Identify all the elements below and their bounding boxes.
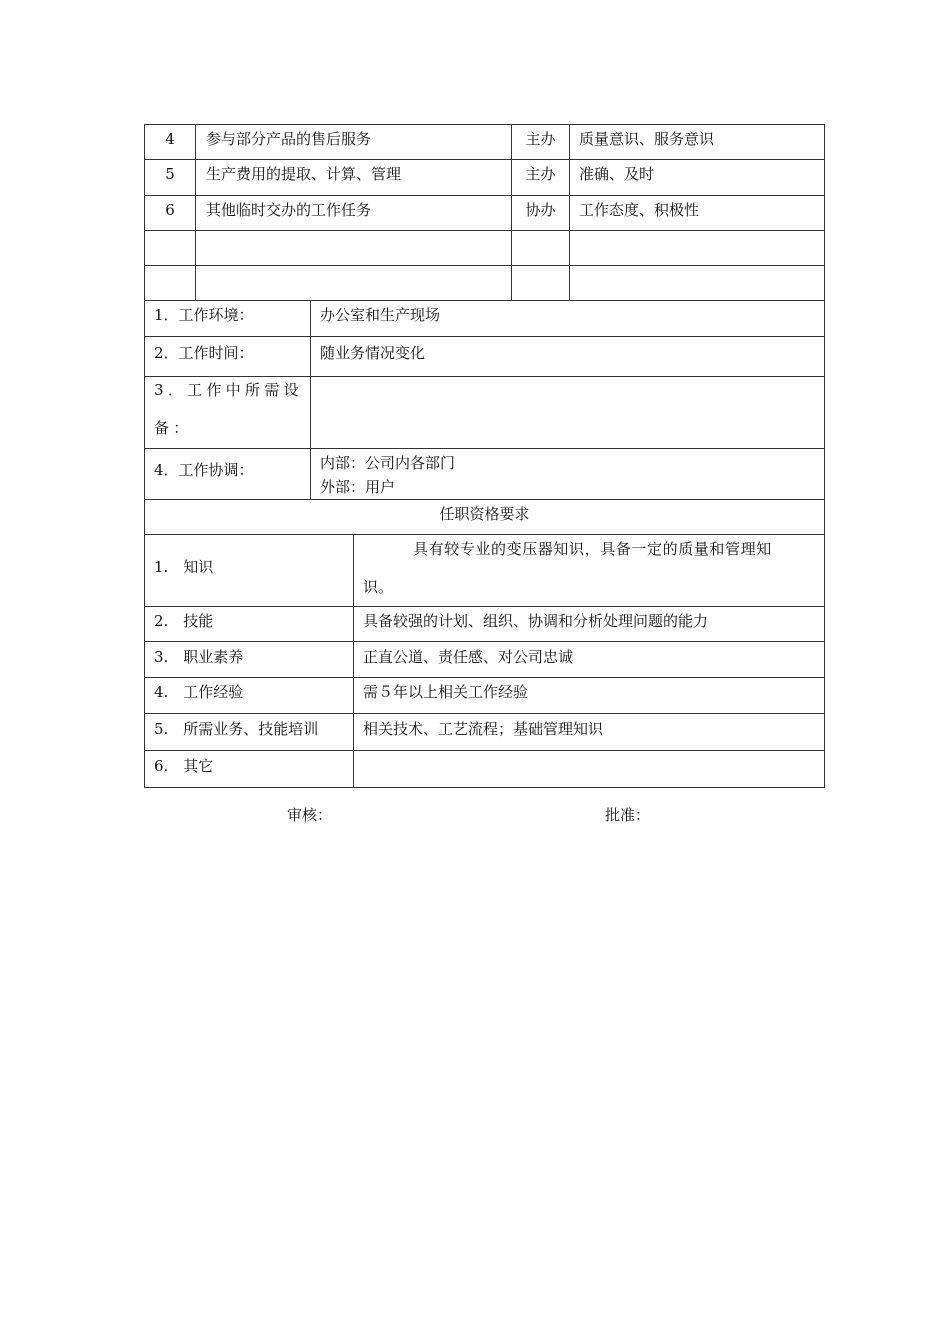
qualification-label: 2. 技能: [154, 612, 214, 630]
condition-label: 4．工作协调：: [154, 461, 254, 479]
qualification-value: 相关技术、工艺流程；基础管理知识: [363, 720, 604, 738]
approve-label: 批准：: [605, 806, 651, 824]
condition-label: 3．工作中所需设备：: [154, 381, 303, 437]
condition-label: 1．工作环境：: [154, 306, 254, 324]
qualification-value: 具备较强的计划、组织、协调和分析处理问题的能力: [363, 612, 709, 630]
qualification-value: 正直公道、责任感、对公司忠诚: [363, 648, 574, 666]
duty-role: 主办: [525, 130, 556, 148]
qualification-label: 3. 职业素养: [154, 648, 244, 666]
duty-content: 生产费用的提取、计算、管理: [206, 165, 402, 183]
duty-standard: 准确、及时: [579, 165, 655, 183]
qualification-value: 需５年以上相关工作经验: [363, 683, 529, 701]
qualification-value-line2: 识。: [363, 578, 394, 596]
duty-content: 其他临时交办的工作任务: [206, 201, 372, 219]
duty-no: 4: [165, 130, 175, 148]
condition-value-line2: 外部：用户: [320, 478, 396, 496]
qualification-value-line1: 具有较专业的变压器知识，具备一定的质量和管理知: [413, 540, 772, 558]
duty-no: 6: [165, 201, 175, 219]
duty-role: 主办: [525, 165, 556, 183]
duty-standard: 工作态度、积极性: [579, 201, 700, 219]
qualification-label: 5. 所需业务、技能培训: [154, 720, 319, 738]
duty-content: 参与部分产品的售后服务: [206, 130, 372, 148]
qualification-label: 1. 知识: [154, 558, 214, 576]
qualifications-title: 任职资格要求: [439, 505, 530, 523]
qualification-label: 6. 其它: [154, 757, 214, 775]
duty-standard: 质量意识、服务意识: [579, 130, 715, 148]
duty-role: 协办: [525, 201, 556, 219]
qualification-label: 4. 工作经验: [154, 683, 244, 701]
condition-value-line1: 内部：公司内各部门: [320, 454, 456, 472]
condition-value: 随业务情况变化: [320, 344, 426, 362]
review-label: 审核：: [287, 806, 333, 824]
duty-no: 5: [165, 165, 175, 183]
condition-label: 2．工作时间：: [154, 344, 254, 362]
condition-value: 办公室和生产现场: [320, 306, 441, 324]
